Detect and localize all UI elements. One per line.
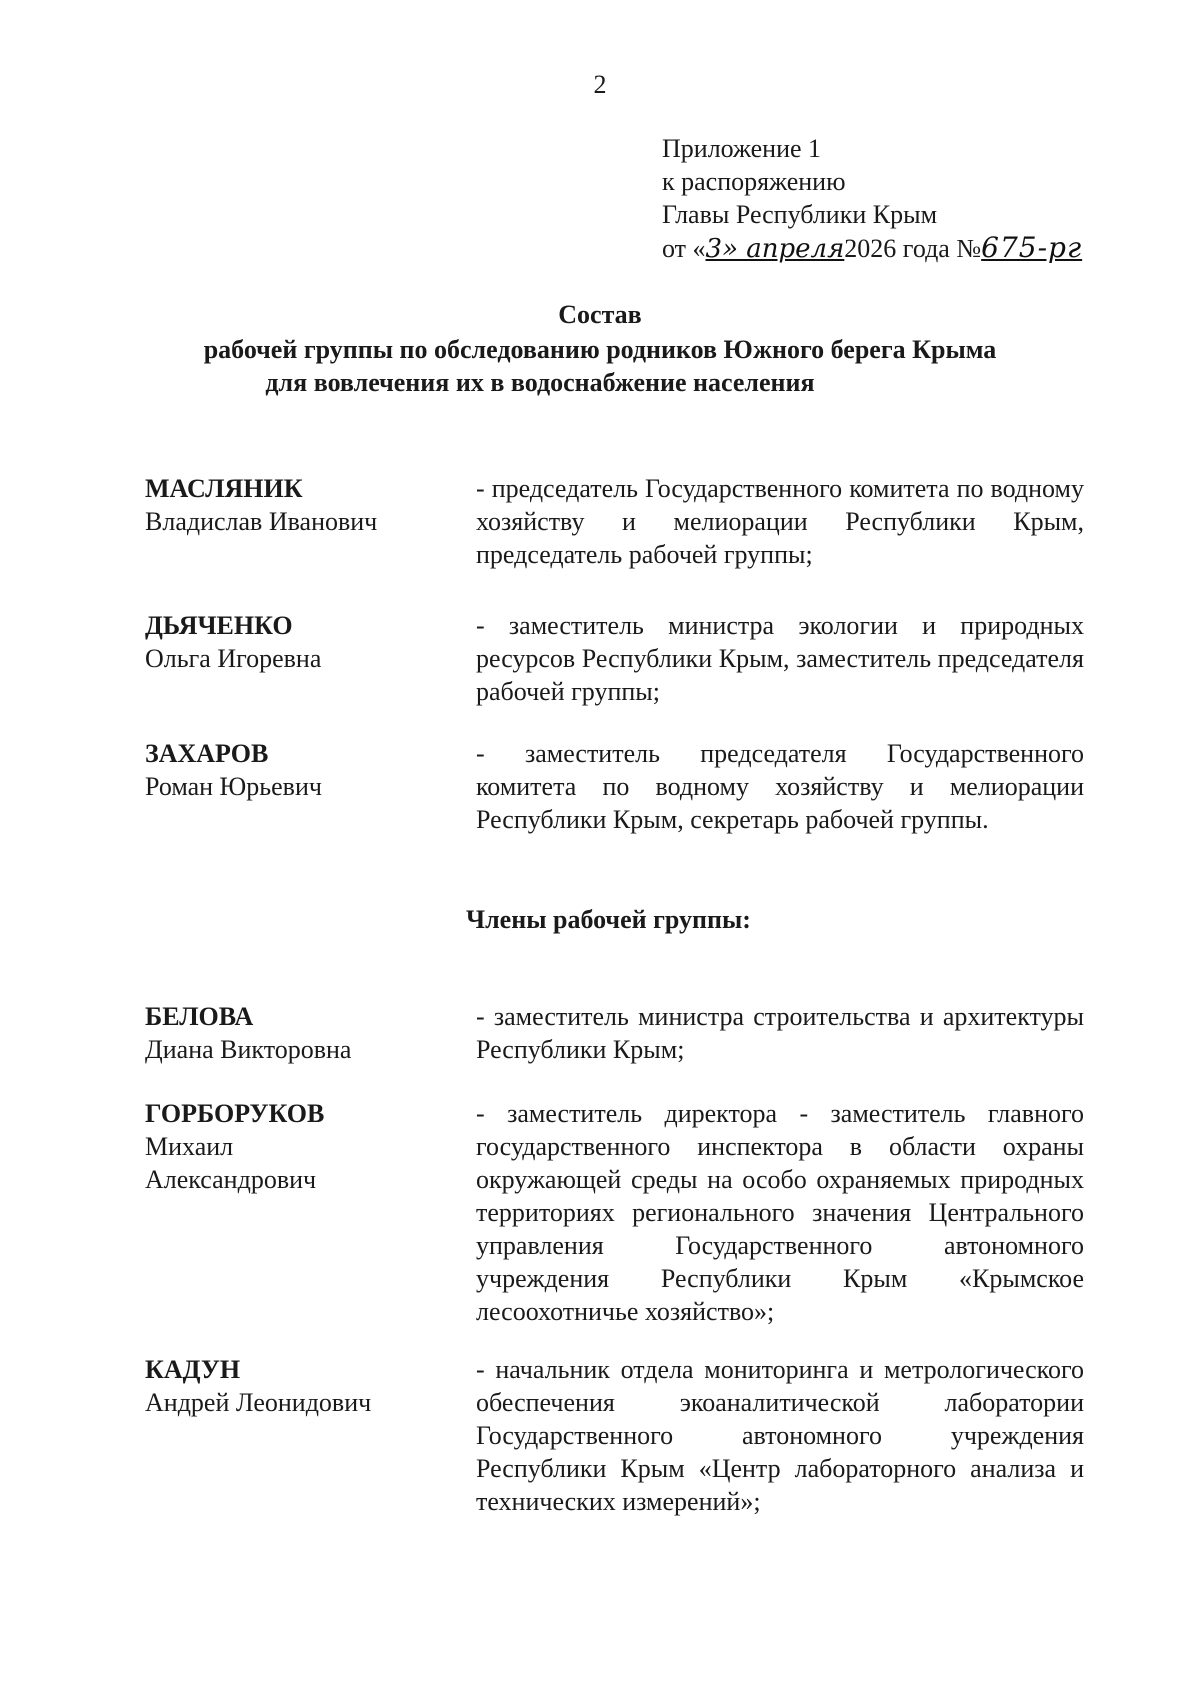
appendix-line-1: Приложение 1 xyxy=(662,134,822,163)
handwritten-number: 675-рг xyxy=(981,231,1083,264)
person-role: - заместитель председателя Государственного комитета по водному хозяйству и мелиорации Республики Крым, секретарь рабочей группы. xyxy=(476,739,1084,834)
person-role: - начальник отдела мониторинга и метрологического обеспечения экоаналитической лаборатории Государственного автономного учреждения Республики Крым «Центр лабораторного анализа и технических измерений»; xyxy=(476,1355,1084,1516)
person-surname: ДЬЯЧЕНКО xyxy=(145,611,293,640)
person-surname: МАСЛЯНИК xyxy=(145,474,303,503)
appendix-line-2: к распоряжению xyxy=(662,167,846,196)
document-subtitle-line-2: для вовлечения их в водоснабжение населения xyxy=(265,368,815,397)
person-name xyxy=(145,472,455,538)
person-given-names: Ольга Игоревна xyxy=(145,644,322,673)
person-surname: БЕЛОВА xyxy=(145,1002,254,1031)
person-name xyxy=(145,1353,455,1419)
document-subtitle-line-1: рабочей группы по обследованию родников Южного берега Крыма xyxy=(203,335,997,364)
person-name xyxy=(145,609,455,675)
person-name xyxy=(145,1097,365,1196)
person-given-names: Владислав Иванович xyxy=(145,507,378,536)
person-surname: КАДУН xyxy=(145,1355,241,1384)
person-role: - заместитель директора - заместитель главного государственного инспектора в области охраны окружающей среды на особо охраняемых природных территориях регионального значения Центрального управления Государственного автономного учреждения Республики Крым «Крымское лесоохотничье хозяйство»; xyxy=(476,1099,1084,1326)
appendix-from: от « xyxy=(662,234,706,263)
handwritten-date: 3» апреля xyxy=(705,234,845,264)
members-section-title: Члены рабочей группы: xyxy=(466,905,751,934)
appendix-line-4 xyxy=(662,231,1082,266)
person-surname: ЗАХАРОВ xyxy=(145,739,269,768)
person-given-names: Андрей Леонидович xyxy=(145,1388,372,1417)
page-number: 2 xyxy=(593,70,607,99)
person-role: - председатель Государственного комитета по водному хозяйству и мелиорации Республики Крым, председатель рабочей группы; xyxy=(476,474,1084,569)
person-name xyxy=(145,737,455,803)
person-surname: ГОРБОРУКОВ xyxy=(145,1099,325,1128)
person-name xyxy=(145,1000,455,1066)
appendix-line-3: Главы Республики Крым xyxy=(662,200,938,229)
document-title: Состав xyxy=(558,300,642,329)
person-given-names: Михаил Александрович xyxy=(145,1132,317,1194)
appendix-block xyxy=(662,132,1082,266)
person-given-names: Диана Викторовна xyxy=(145,1035,352,1064)
person-role: - заместитель министра строительства и архитектуры Республики Крым; xyxy=(476,1002,1084,1064)
person-role: - заместитель министра экологии и природных ресурсов Республики Крым, заместитель председателя рабочей группы; xyxy=(476,611,1084,706)
appendix-year: 2026 года № xyxy=(844,234,982,263)
person-given-names: Роман Юрьевич xyxy=(145,772,322,801)
